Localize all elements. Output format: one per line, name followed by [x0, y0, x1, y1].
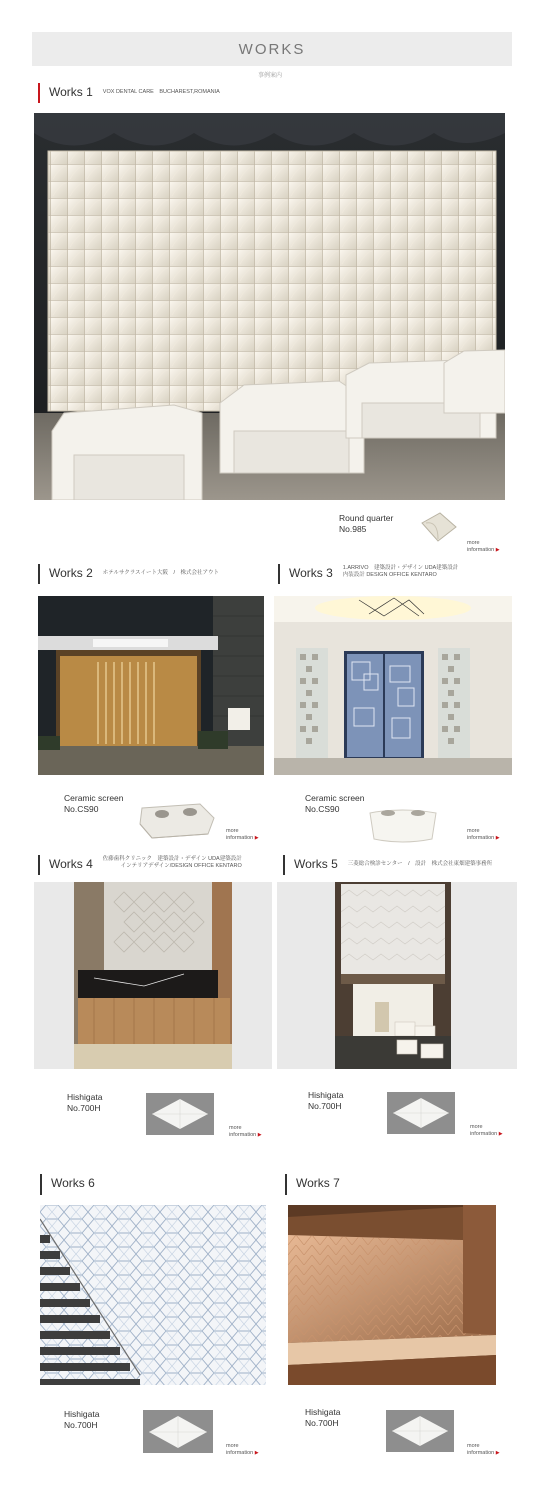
product-name: Hishigata	[67, 1092, 103, 1102]
works-2-note: ホテルサクラスイート大阪 / 株式会社アウト	[102, 570, 220, 576]
product-name: Hishigata	[64, 1409, 100, 1419]
works-5-note: 三菱総合検診センター / 設計 株式会社東畑建築事務所	[347, 861, 493, 867]
more-label: more	[467, 540, 480, 546]
product-name: Ceramic screen	[305, 793, 365, 803]
lit-corridor-image	[288, 1205, 496, 1385]
hotel-entrance-image	[38, 596, 264, 775]
accent-bar	[283, 855, 285, 875]
works-7-more-link[interactable]	[467, 1443, 500, 1457]
dental-clinic-image	[34, 882, 272, 1069]
product-name: Hishigata	[308, 1090, 344, 1100]
works-3-note	[343, 565, 458, 579]
right-arrow-icon: ▶	[495, 547, 500, 553]
hishigata-tile-image	[146, 1093, 214, 1140]
works-7-heading	[285, 1174, 340, 1195]
product-number: No.700H	[67, 1103, 101, 1113]
works-7-photo[interactable]	[288, 1205, 496, 1385]
works-3-note-line-2: 内装設計 DESIGN OFFICE KENTARO	[342, 572, 437, 578]
works-3-photo[interactable]	[274, 596, 512, 775]
stairway-wall-image	[40, 1205, 266, 1385]
arrivo-entrance-image	[274, 596, 512, 775]
right-arrow-icon: ▶	[257, 1132, 262, 1138]
works-6-label: Works 6	[51, 1176, 95, 1190]
hishigata-tile-image	[386, 1410, 454, 1457]
more-label: more	[226, 828, 239, 834]
red-accent-bar	[38, 83, 40, 103]
right-arrow-icon: ▶	[498, 1131, 503, 1137]
works-3-more-link[interactable]	[467, 828, 500, 842]
product-name: Hishigata	[305, 1407, 341, 1417]
works-6-more-link[interactable]	[226, 1443, 259, 1457]
works-2-photo[interactable]	[38, 596, 264, 775]
works-5-more-link[interactable]	[470, 1124, 503, 1138]
more-label: more	[226, 1443, 239, 1449]
information-label: information	[467, 1450, 495, 1456]
product-number: No.CS90	[64, 804, 99, 814]
works-4-more-link[interactable]	[229, 1125, 262, 1139]
works-1-more-link[interactable]	[467, 540, 500, 554]
more-label: more	[467, 1443, 480, 1449]
page-subtitle: 事例案内	[257, 73, 282, 79]
dental-lounge-image	[34, 113, 505, 500]
more-label: more	[467, 828, 480, 834]
information-label: information	[229, 1132, 257, 1138]
works-1-photo[interactable]	[34, 113, 505, 500]
works-1-heading	[38, 83, 220, 103]
works-2-heading	[38, 564, 219, 584]
right-arrow-icon: ▶	[495, 835, 500, 841]
works-5-label: Works 5	[294, 857, 338, 871]
ceramic-screen-tile-image	[138, 800, 218, 847]
works-6-photo[interactable]	[40, 1205, 266, 1385]
information-label: information	[470, 1131, 498, 1137]
product-number: No.700H	[64, 1420, 98, 1430]
round-quarter-tile-image	[420, 511, 458, 548]
product-number: No.985	[339, 524, 367, 534]
page-banner	[32, 32, 512, 66]
product-number: No.CS90	[305, 804, 340, 814]
page-title: WORKS	[238, 40, 306, 58]
product-number: No.700H	[308, 1101, 342, 1111]
works-4-heading	[38, 855, 242, 875]
works-4-note-line-1: 佐藤歯科クリニック 建築設計・デザイン UDA建築設計	[102, 856, 242, 862]
more-label: more	[470, 1124, 483, 1130]
works-4-note-line-2: インテリアデザイン/DESIGN OFFICE KENTARO	[120, 863, 242, 869]
works-1-label: Works 1	[49, 85, 93, 99]
more-label: more	[229, 1125, 242, 1131]
information-label: information	[226, 1450, 254, 1456]
product-name: Round quarter	[339, 513, 394, 523]
works-4-product	[67, 1092, 102, 1114]
works-3-label: Works 3	[289, 566, 333, 580]
accent-bar	[278, 564, 280, 584]
works-7-product	[305, 1407, 340, 1429]
right-arrow-icon: ▶	[254, 1450, 259, 1456]
ceramic-screen-tile-image	[366, 803, 440, 850]
medical-center-image	[277, 882, 517, 1069]
works-4-label: Works 4	[49, 857, 93, 871]
product-name: Ceramic screen	[64, 793, 124, 803]
works-3-heading	[278, 564, 458, 584]
hishigata-tile-image	[387, 1092, 455, 1139]
works-6-product	[64, 1409, 99, 1431]
accent-bar	[38, 855, 40, 875]
works-2-product	[64, 793, 124, 815]
works-1-note: VOX DENTAL CARE BUCHAREST,ROMANIA	[102, 89, 220, 95]
works-5-heading	[283, 855, 492, 875]
right-arrow-icon: ▶	[495, 1450, 500, 1456]
information-label: information	[467, 835, 495, 841]
accent-bar	[38, 564, 40, 584]
works-2-label: Works 2	[49, 566, 93, 580]
works-1-product	[339, 513, 393, 535]
accent-bar	[285, 1174, 287, 1195]
product-number: No.700H	[305, 1418, 339, 1428]
accent-bar	[40, 1174, 42, 1195]
works-5-photo[interactable]	[277, 882, 517, 1069]
works-2-more-link[interactable]	[226, 828, 259, 842]
works-7-label: Works 7	[296, 1176, 340, 1190]
works-5-product	[308, 1090, 343, 1112]
works-4-photo[interactable]	[34, 882, 272, 1069]
works-3-note-line-1: 1.ARRIVO 建築設計・デザイン UDA建築設計	[342, 565, 459, 571]
works-4-note	[103, 856, 242, 870]
hishigata-tile-image	[143, 1410, 213, 1458]
information-label: information	[467, 547, 495, 553]
right-arrow-icon: ▶	[254, 835, 259, 841]
works-3-product	[305, 793, 365, 815]
works-6-heading	[40, 1174, 95, 1195]
information-label: information	[226, 835, 254, 841]
